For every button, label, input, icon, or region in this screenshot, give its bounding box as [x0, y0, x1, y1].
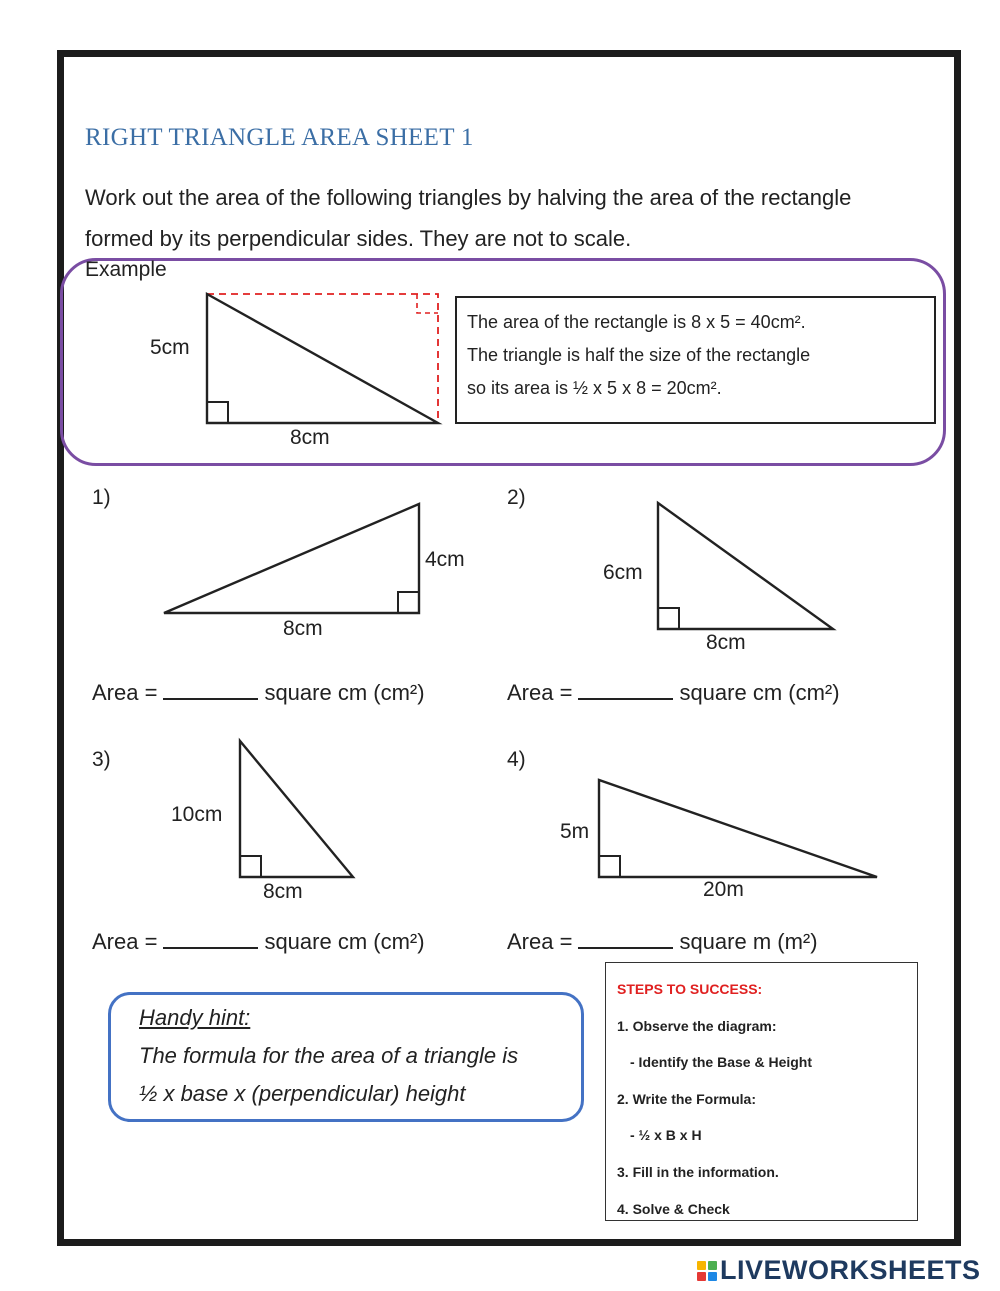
q4-base-label: 20m: [703, 878, 744, 901]
q1-area-suffix: square cm (cm²): [264, 680, 425, 705]
q4-height-label: 5m: [560, 820, 590, 843]
q3-diagram: [240, 741, 353, 877]
example-rect-corner: [417, 294, 438, 313]
example-label: Example: [85, 258, 167, 281]
explanation-line-1: The area of the rectangle is 8 x 5 = 40cm².: [467, 312, 806, 332]
q2-base-label: 8cm: [706, 631, 746, 654]
q4-triangle: [599, 780, 877, 877]
q3-height-label: 10cm: [171, 803, 223, 826]
brand-watermark: [697, 1255, 981, 1286]
step-item: - Identify the Base & Height: [630, 1054, 813, 1071]
steps-box: [605, 962, 918, 1221]
steps-title: STEPS TO SUCCESS:: [617, 981, 763, 997]
example-triangle: [207, 294, 438, 423]
q3-base-label: 8cm: [263, 880, 303, 903]
q2-height-label: 6cm: [603, 561, 643, 584]
example-right-angle: [207, 402, 228, 423]
hint-line-2: ½ x base x (perpendicular) height: [139, 1081, 466, 1106]
q1-diagram: [164, 504, 419, 613]
brand-name: LIVEWORKSHEETS: [720, 1255, 981, 1285]
step-item: 2. Write the Formula:: [617, 1090, 756, 1107]
q3-area-suffix: square cm (cm²): [264, 929, 425, 954]
hint-line-1: The formula for the area of a triangle is: [139, 1043, 519, 1068]
explanation-line-3: so its area is ½ x 5 x 8 = 20cm².: [467, 378, 722, 398]
q2-area-prefix: Area =: [507, 680, 573, 705]
q2-right-angle: [658, 608, 679, 629]
liveworksheets-logo-icon: [697, 1261, 717, 1281]
q4-right-angle: [599, 856, 620, 877]
q1-area-prefix: Area =: [92, 680, 158, 705]
q1-triangle: [164, 504, 419, 613]
q3-answer-blank[interactable]: [163, 929, 258, 949]
q2-area-suffix: square cm (cm²): [679, 680, 840, 705]
example-height-label: 5cm: [150, 336, 190, 359]
q2-diagram: [658, 503, 833, 629]
q2-area-line: [507, 680, 840, 706]
q1-answer-blank[interactable]: [163, 680, 258, 700]
q4-diagram: [599, 780, 877, 877]
q4-number: 4): [507, 748, 526, 771]
q4-area-suffix: square m (m²): [679, 929, 818, 954]
step-item: 3. Fill in the information.: [617, 1163, 779, 1180]
step-item: 1. Observe the diagram:: [617, 1017, 777, 1034]
example-diagram: [207, 294, 438, 423]
q2-number: 2): [507, 486, 526, 509]
q3-area-prefix: Area =: [92, 929, 158, 954]
page-title: RIGHT TRIANGLE AREA SHEET 1: [85, 124, 474, 151]
q1-number: 1): [92, 486, 111, 509]
explanation-line-2: The triangle is half the size of the rectangle: [467, 345, 811, 365]
q4-area-line: [507, 929, 818, 955]
q3-right-angle: [240, 856, 261, 877]
instructions: Work out the area of the following triangles by halving the area of the rectangle formed by its perpendicular sides. They are not to scale.: [85, 185, 852, 251]
hint-box: [108, 992, 584, 1122]
q1-height-label: 4cm: [425, 548, 465, 571]
step-item: 4. Solve & Check: [617, 1200, 730, 1217]
q1-area-line: [92, 680, 425, 706]
q3-area-line: [92, 929, 425, 955]
q4-area-prefix: Area =: [507, 929, 573, 954]
example-explanation: [455, 296, 936, 424]
q1-base-label: 8cm: [283, 617, 323, 640]
q1-right-angle: [398, 592, 419, 613]
q4-answer-blank[interactable]: [578, 929, 673, 949]
hint-title: Handy hint:: [139, 1005, 251, 1030]
step-item: - ½ x B x H: [630, 1127, 702, 1144]
example-base-label: 8cm: [290, 426, 330, 449]
q2-answer-blank[interactable]: [578, 680, 673, 700]
q2-triangle: [658, 503, 833, 629]
q3-number: 3): [92, 748, 111, 771]
